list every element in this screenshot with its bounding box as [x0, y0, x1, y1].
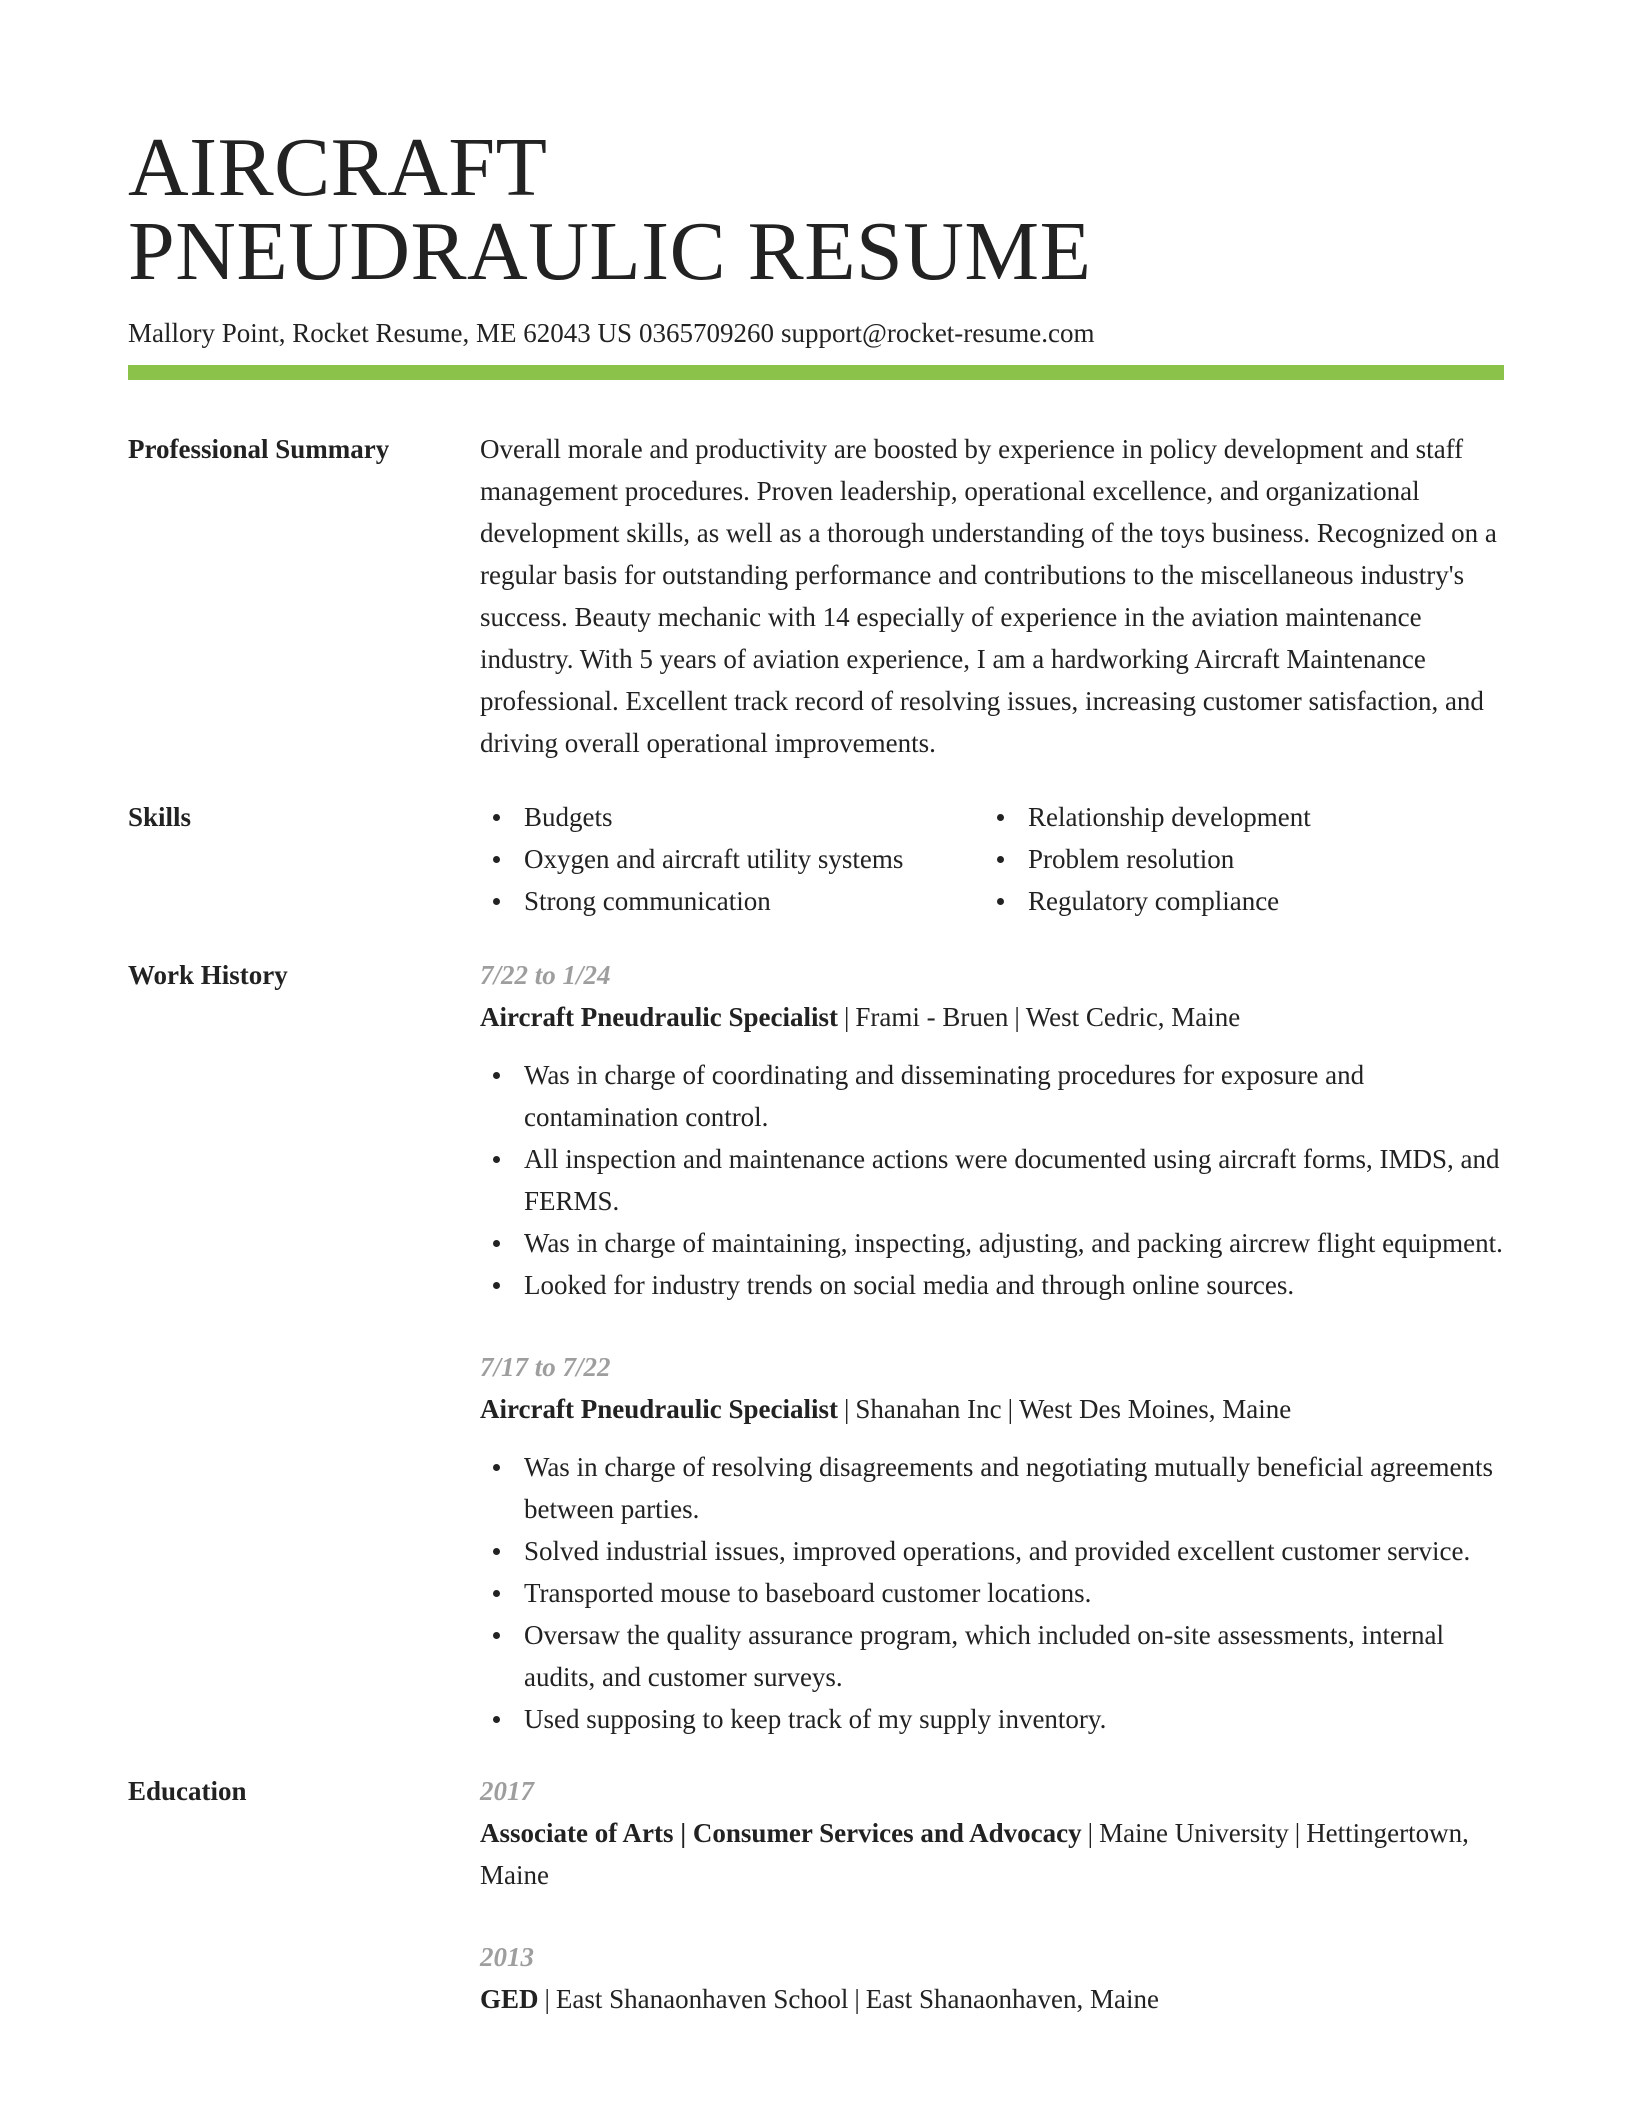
title-line-1: AIRCRAFT: [128, 121, 548, 214]
skills-heading: Skills: [128, 802, 192, 832]
education-body: [480, 1770, 1504, 2020]
education-location: Hettingertown, Maine: [480, 1818, 1469, 1890]
resume-page: [128, 121, 1504, 2020]
skill-item: Budgets: [480, 796, 984, 838]
job-company: Frami - Bruen: [855, 1002, 1009, 1032]
skills-body: [480, 796, 1504, 922]
education-school: Maine University: [1099, 1818, 1289, 1848]
job-duty-item: All inspection and maintenance actions were documented using aircraft forms, IMDS, and FERMS.: [480, 1138, 1504, 1222]
job-duty-item: Oversaw the quality assurance program, which included on-site assessments, internal audits, and customer surveys.: [480, 1614, 1504, 1698]
job-date: 7/17 to 7/22: [480, 1352, 611, 1382]
contact-phone: 0365709260: [638, 318, 774, 348]
education-entry: [480, 1770, 1504, 1896]
job-duty-item: Transported mouse to baseboard customer locations.: [480, 1572, 1504, 1614]
education-heading: Education: [128, 1776, 247, 1806]
resume-title: [128, 121, 1504, 298]
skill-item: Strong communication: [480, 880, 984, 922]
summary-section: [128, 428, 1504, 764]
contact-email[interactable]: support@rocket-resume.com: [780, 318, 1095, 348]
job-entry: [480, 954, 1504, 1306]
skill-item: Regulatory compliance: [984, 880, 1504, 922]
skills-list: [480, 796, 1504, 922]
job-role-line: Aircraft Pneudraulic Specialist | Frami - Bruen | West Cedric, Maine: [480, 1002, 1241, 1032]
job-duties-list: [480, 1054, 1504, 1306]
contact-address: Mallory Point, Rocket Resume, ME 62043 US: [128, 318, 632, 348]
title-line-2: PNEUDRAULIC RESUME: [128, 205, 1092, 298]
contact-line: [128, 317, 1504, 349]
education-date: 2013: [480, 1942, 534, 1972]
job-duty-item: Looked for industry trends on social media and through online sources.: [480, 1264, 1504, 1306]
job-title: Aircraft Pneudraulic Specialist: [480, 1394, 838, 1424]
accent-divider: [128, 365, 1504, 380]
skills-section: [128, 796, 1504, 922]
education-line: Associate of Arts | Consumer Services and Advocacy | Maine University | Hettingertown, Maine: [480, 1818, 1469, 1890]
education-degree: Associate of Arts | Consumer Services and Advocacy: [480, 1818, 1082, 1848]
work-history-body: [480, 954, 1504, 1740]
education-line: GED | East Shanaonhaven School | East Shanaonhaven, Maine: [480, 1984, 1159, 2014]
skill-item: Oxygen and aircraft utility systems: [480, 838, 984, 880]
work-history-section: [128, 954, 1504, 1740]
job-duty-item: Was in charge of resolving disagreements and negotiating mutually beneficial agreements between parties.: [480, 1446, 1504, 1530]
job-duty-item: Was in charge of maintaining, inspecting, adjusting, and packing aircrew flight equipment.: [480, 1222, 1504, 1264]
education-entry: [480, 1936, 1504, 2020]
summary-body: [480, 428, 1504, 764]
skill-item: Relationship development: [984, 796, 1504, 838]
job-duty-item: Was in charge of coordinating and disseminating procedures for exposure and contamination control.: [480, 1054, 1504, 1138]
work-history-heading: Work History: [128, 960, 288, 990]
skill-item: Problem resolution: [984, 838, 1504, 880]
job-duty-item: Used supposing to keep track of my supply inventory.: [480, 1698, 1504, 1740]
education-section: [128, 1770, 1504, 2020]
education-date: 2017: [480, 1776, 534, 1806]
job-title: Aircraft Pneudraulic Specialist: [480, 1002, 838, 1032]
job-duty-item: Solved industrial issues, improved operations, and provided excellent customer service.: [480, 1530, 1504, 1572]
job-entry: [480, 1346, 1504, 1740]
job-date: 7/22 to 1/24: [480, 960, 611, 990]
education-school: East Shanaonhaven School: [555, 1984, 849, 2014]
summary-heading: Professional Summary: [128, 434, 390, 464]
education-location: East Shanaonhaven, Maine: [865, 1984, 1159, 2014]
job-location: West Cedric, Maine: [1025, 1002, 1241, 1032]
job-duties-list: [480, 1446, 1504, 1740]
summary-text: Overall morale and productivity are boosted by experience in policy development and staff management procedures. Proven leadership, operational excellence, and organizational development skills, as well as a thorough understanding of the toys business. Recognized on a regular basis for outstanding performance and contributions to the miscellaneous industry's success. Beauty mechanic with 14 especially of experience in the aviation maintenance industry. With 5 years of aviation experience, I am a hardworking Aircraft Maintenance professional. Excellent track record of resolving issues, increasing customer satisfaction, and driving overall operational improvements.: [480, 434, 1497, 758]
education-degree: GED: [480, 1984, 539, 2014]
job-company: Shanahan Inc: [855, 1394, 1002, 1424]
job-role-line: Aircraft Pneudraulic Specialist | Shanahan Inc | West Des Moines, Maine: [480, 1394, 1292, 1424]
job-location: West Des Moines, Maine: [1018, 1394, 1292, 1424]
